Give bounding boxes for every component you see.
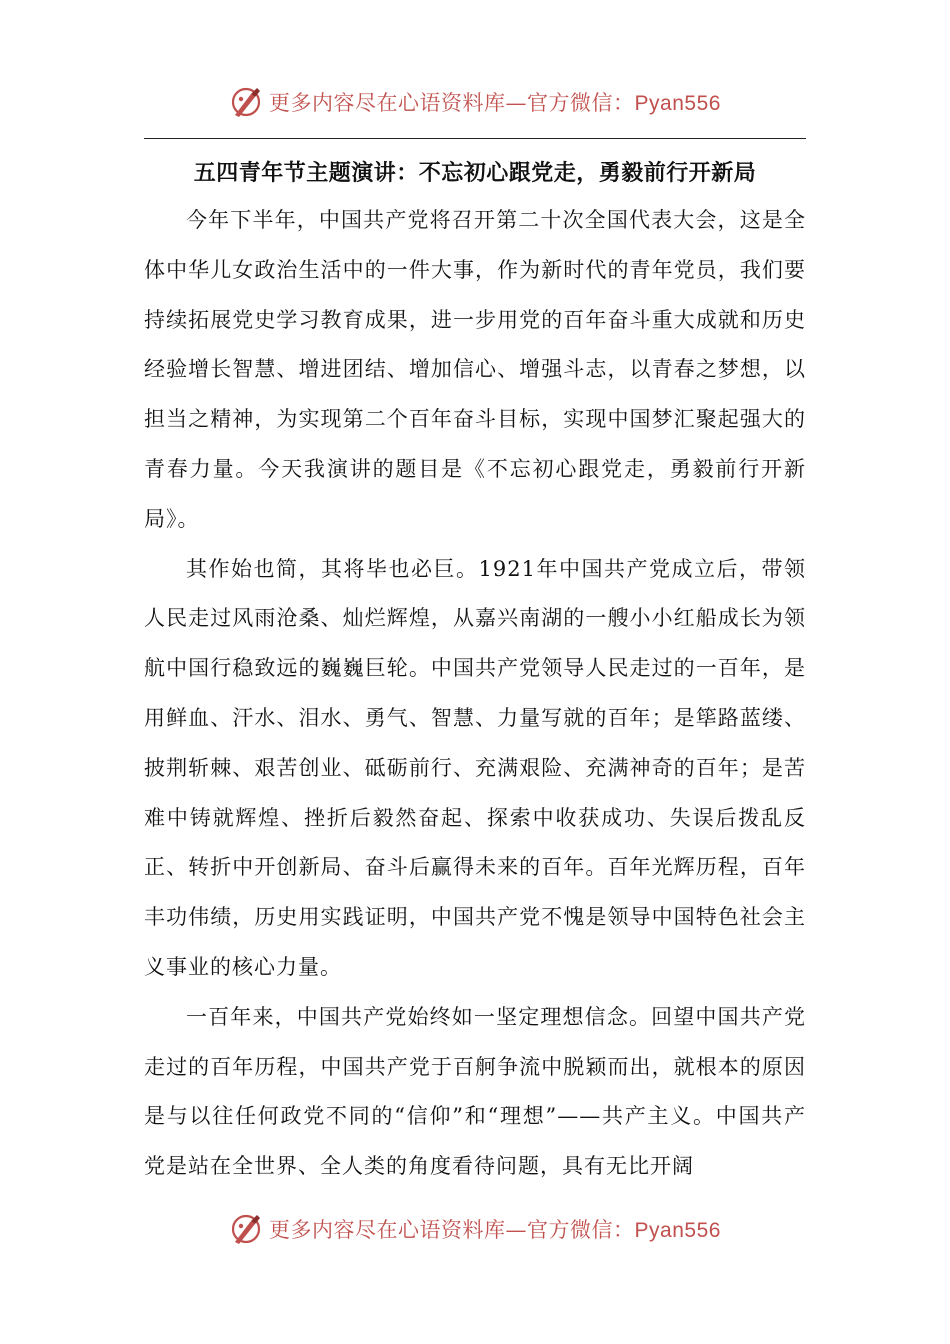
header-banner [0, 82, 950, 122]
document-body [144, 196, 806, 1192]
paragraph: 一百年来，中国共产党始终如一坚定理想信念。回望中国共产党走过的百年历程，中国共产党于百舸争流中脱颖而出，就根本的原因是与以往任何政党不同的“信仰”和“理想”——共产主义。中国共产党是站在全世界、全人类的角度看待问题，具有无比开阔 [144, 1004, 806, 1179]
pen-logo-icon [229, 1212, 263, 1246]
footer-banner-text: 更多内容尽在心语资料库—官方微信：Pyan556 [269, 1218, 721, 1242]
pen-logo-icon [229, 85, 263, 119]
paragraph: 今年下半年，中国共产党将召开第二十次全国代表大会，这是全体中华儿女政治生活中的一件大事，作为新时代的青年党员，我们要持续拓展党史学习教育成果，进一步用党的百年奋斗重大成就和历史经验增长智慧、增进团结、增加信心、增强斗志，以青春之梦想，以担当之精神，为实现第二个百年奋斗目标，实现中国梦汇聚起强大的青春力量。今天我演讲的题目是《不忘初心跟党走，勇毅前行开新局》。 [144, 208, 806, 531]
footer-banner [0, 1209, 950, 1249]
paragraph: 其作始也简，其将毕也必巨。1921年中国共产党成立后，带领人民走过风雨沧桑、灿烂辉煌，从嘉兴南湖的一艘小小红船成长为领航中国行稳致远的巍巍巨轮。中国共产党领导人民走过的一百年，是用鲜血、汗水、泪水、勇气、智慧、力量写就的百年；是筚路蓝缕、披荆斩棘、艰苦创业、砥砺前行、充满艰险、充满神奇的百年；是苦难中铸就辉煌、挫折后毅然奋起、探索中收获成功、失误后拨乱反正、转折中开创新局、奋斗后赢得未来的百年。百年光辉历程，百年丰功伟绩，历史用实践证明，中国共产党不愧是领导中国特色社会主义事业的核心力量。 [144, 556, 806, 979]
header-divider [144, 138, 806, 139]
header-banner-text: 更多内容尽在心语资料库—官方微信：Pyan556 [269, 91, 721, 115]
document-title: 五四青年节主题演讲：不忘初心跟党走，勇毅前行开新局 [193, 161, 757, 186]
